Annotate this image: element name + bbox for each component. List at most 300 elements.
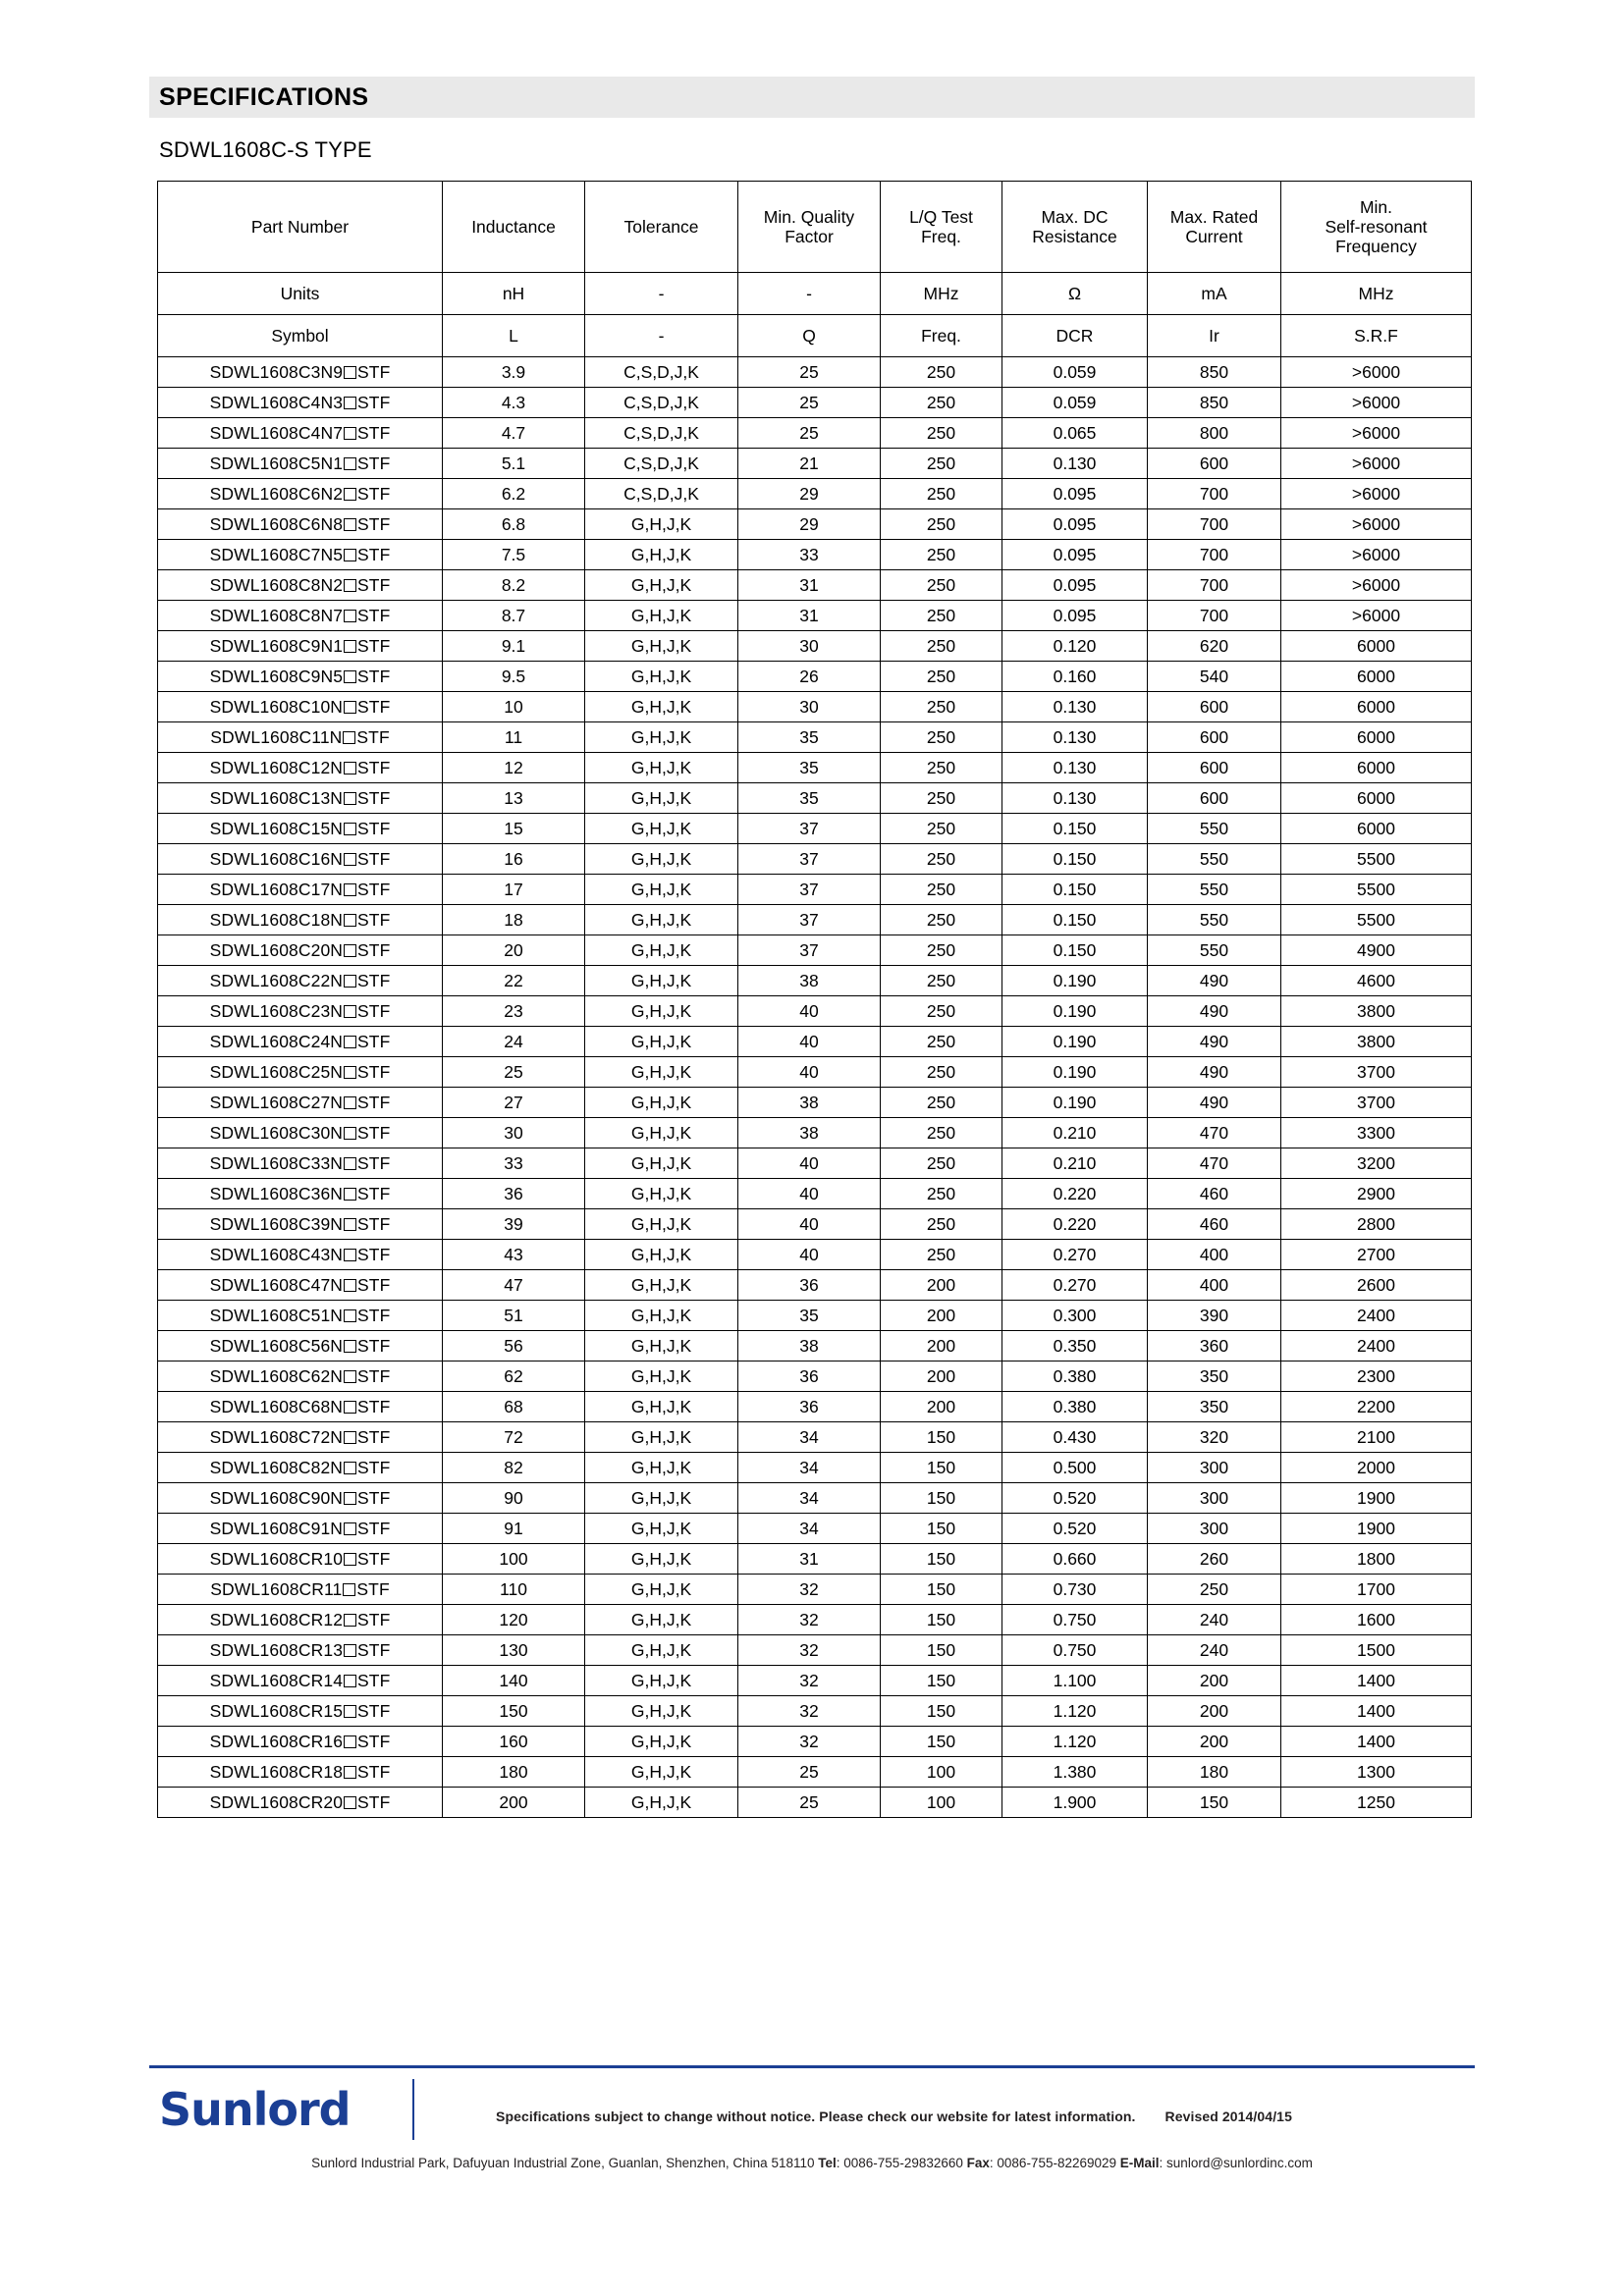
cell-min-quality-factor: 38: [738, 1118, 881, 1148]
cell-part-number: [158, 1301, 443, 1331]
cell-max-dc-resistance: 0.095: [1002, 479, 1148, 509]
cell-max-rated-current: 320: [1148, 1422, 1281, 1453]
cell-tolerance: G,H,J,K: [585, 1575, 738, 1605]
cell-part-number: [158, 753, 443, 783]
symbol-dcr: DCR: [1002, 315, 1148, 357]
part-number-suffix: STF: [357, 1731, 391, 1751]
cell-part-number: [158, 1757, 443, 1788]
part-number-prefix: SDWL1608CR10: [209, 1548, 344, 1569]
cell-min-self-resonant-frequency: 1800: [1281, 1544, 1472, 1575]
cell-max-rated-current: 700: [1148, 570, 1281, 601]
part-number-prefix: SDWL1608C13N: [209, 787, 344, 808]
cell-part-number: [158, 1148, 443, 1179]
cell-lq-test-freq: 250: [881, 449, 1002, 479]
table-row: [158, 388, 1472, 418]
cell-max-dc-resistance: 0.065: [1002, 418, 1148, 449]
cell-min-quality-factor: 40: [738, 1240, 881, 1270]
cell-inductance: 4.3: [443, 388, 585, 418]
cell-inductance: 200: [443, 1788, 585, 1818]
lq-line1: L/Q Test: [909, 206, 973, 227]
cell-tolerance: G,H,J,K: [585, 1331, 738, 1362]
cell-min-self-resonant-frequency: >6000: [1281, 509, 1472, 540]
cell-part-number: [158, 1635, 443, 1666]
table-row: [158, 601, 1472, 631]
part-number-prefix: SDWL1608C4N3: [209, 392, 344, 412]
part-number-prefix: SDWL1608C33N: [209, 1152, 344, 1173]
page-title: SPECIFICATIONS: [159, 82, 369, 111]
table-row: [158, 1483, 1472, 1514]
part-number-prefix: SDWL1608C11N: [210, 726, 343, 747]
cell-part-number: [158, 1788, 443, 1818]
cell-min-quality-factor: 25: [738, 388, 881, 418]
cell-inductance: 56: [443, 1331, 585, 1362]
cell-tolerance: G,H,J,K: [585, 1301, 738, 1331]
cell-tolerance: C,S,D,J,K: [585, 479, 738, 509]
cell-part-number: [158, 357, 443, 388]
cell-max-dc-resistance: 0.150: [1002, 814, 1148, 844]
part-number-suffix: STF: [357, 818, 391, 838]
cell-part-number: [158, 966, 443, 996]
units-label: Units: [158, 273, 443, 315]
cell-min-self-resonant-frequency: 5500: [1281, 875, 1472, 905]
cell-part-number: [158, 479, 443, 509]
cell-max-dc-resistance: 0.750: [1002, 1635, 1148, 1666]
cell-min-self-resonant-frequency: >6000: [1281, 357, 1472, 388]
tolerance-placeholder-icon: [344, 1492, 356, 1505]
cell-min-quality-factor: 32: [738, 1727, 881, 1757]
part-number-prefix: SDWL1608CR13: [209, 1639, 344, 1660]
cell-inductance: 11: [443, 722, 585, 753]
tolerance-placeholder-icon: [344, 1157, 356, 1170]
cell-min-self-resonant-frequency: 2200: [1281, 1392, 1472, 1422]
part-number-suffix: STF: [357, 635, 391, 656]
cell-max-rated-current: 850: [1148, 357, 1281, 388]
cell-inductance: 51: [443, 1301, 585, 1331]
part-number-suffix: STF: [357, 787, 391, 808]
cell-inductance: 33: [443, 1148, 585, 1179]
table-row: [158, 1544, 1472, 1575]
cell-max-dc-resistance: 1.100: [1002, 1666, 1148, 1696]
cell-max-dc-resistance: 0.190: [1002, 1088, 1148, 1118]
table-row: [158, 1514, 1472, 1544]
table-row: [158, 1696, 1472, 1727]
tolerance-placeholder-icon: [344, 427, 356, 440]
cell-min-self-resonant-frequency: >6000: [1281, 449, 1472, 479]
table-row: [158, 357, 1472, 388]
cell-inductance: 20: [443, 935, 585, 966]
part-number-prefix: SDWL1608C51N: [209, 1305, 344, 1325]
cell-max-rated-current: 600: [1148, 722, 1281, 753]
cell-inductance: 3.9: [443, 357, 585, 388]
cell-max-rated-current: 490: [1148, 996, 1281, 1027]
cell-part-number: [158, 783, 443, 814]
cell-inductance: 16: [443, 844, 585, 875]
cell-max-dc-resistance: 0.430: [1002, 1422, 1148, 1453]
cell-part-number: [158, 662, 443, 692]
table-row: [158, 1362, 1472, 1392]
cell-max-rated-current: 490: [1148, 1057, 1281, 1088]
part-number-prefix: SDWL1608C23N: [209, 1000, 344, 1021]
footer-divider-rule: [149, 2065, 1475, 2068]
part-number-prefix: SDWL1608C22N: [209, 970, 344, 990]
cell-min-self-resonant-frequency: 1900: [1281, 1483, 1472, 1514]
cell-min-quality-factor: 38: [738, 966, 881, 996]
table-row: [158, 996, 1472, 1027]
tolerance-placeholder-icon: [344, 1370, 356, 1383]
part-number-prefix: SDWL1608C91N: [209, 1518, 344, 1538]
cell-max-rated-current: 490: [1148, 1088, 1281, 1118]
cell-max-rated-current: 200: [1148, 1727, 1281, 1757]
cell-max-rated-current: 470: [1148, 1118, 1281, 1148]
cell-min-self-resonant-frequency: 6000: [1281, 662, 1472, 692]
cell-lq-test-freq: 250: [881, 509, 1002, 540]
table-row: [158, 631, 1472, 662]
cell-lq-test-freq: 250: [881, 1027, 1002, 1057]
cell-tolerance: G,H,J,K: [585, 1514, 738, 1544]
cell-tolerance: G,H,J,K: [585, 1696, 738, 1727]
cell-min-quality-factor: 36: [738, 1392, 881, 1422]
cell-min-quality-factor: 32: [738, 1635, 881, 1666]
cell-min-quality-factor: 31: [738, 1544, 881, 1575]
cell-inductance: 130: [443, 1635, 585, 1666]
part-number-prefix: SDWL1608CR15: [209, 1700, 344, 1721]
current-line1: Max. Rated: [1169, 206, 1259, 227]
footer-tel-label: Tel: [818, 2156, 837, 2170]
cell-min-self-resonant-frequency: 2600: [1281, 1270, 1472, 1301]
cell-max-dc-resistance: 0.160: [1002, 662, 1148, 692]
cell-max-dc-resistance: 1.900: [1002, 1788, 1148, 1818]
cell-lq-test-freq: 150: [881, 1605, 1002, 1635]
cell-max-dc-resistance: 0.300: [1002, 1301, 1148, 1331]
part-number-suffix: STF: [357, 1092, 391, 1112]
cell-min-quality-factor: 25: [738, 418, 881, 449]
cell-min-self-resonant-frequency: 5500: [1281, 844, 1472, 875]
cell-max-dc-resistance: 0.270: [1002, 1270, 1148, 1301]
cell-tolerance: G,H,J,K: [585, 1727, 738, 1757]
cell-inductance: 90: [443, 1483, 585, 1514]
cell-min-quality-factor: 34: [738, 1514, 881, 1544]
cell-inductance: 13: [443, 783, 585, 814]
part-number-suffix: STF: [357, 1396, 391, 1416]
cell-lq-test-freq: 150: [881, 1483, 1002, 1514]
units-lq: MHz: [881, 273, 1002, 315]
cell-max-rated-current: 700: [1148, 509, 1281, 540]
cell-lq-test-freq: 150: [881, 1514, 1002, 1544]
part-number-suffix: STF: [357, 970, 391, 990]
cell-max-dc-resistance: 0.210: [1002, 1118, 1148, 1148]
cell-lq-test-freq: 250: [881, 570, 1002, 601]
cell-part-number: [158, 1362, 443, 1392]
cell-max-rated-current: 700: [1148, 540, 1281, 570]
part-number-suffix: STF: [357, 1457, 391, 1477]
tolerance-placeholder-icon: [344, 1188, 356, 1201]
cell-part-number: [158, 1575, 443, 1605]
cell-max-dc-resistance: 0.520: [1002, 1483, 1148, 1514]
cell-max-rated-current: 550: [1148, 875, 1281, 905]
tolerance-placeholder-icon: [344, 518, 356, 531]
cell-inductance: 8.2: [443, 570, 585, 601]
cell-inductance: 68: [443, 1392, 585, 1422]
cell-min-self-resonant-frequency: 2700: [1281, 1240, 1472, 1270]
cell-inductance: 36: [443, 1179, 585, 1209]
cell-lq-test-freq: 200: [881, 1270, 1002, 1301]
cell-inductance: 47: [443, 1270, 585, 1301]
part-number-suffix: STF: [357, 1426, 391, 1447]
part-number-suffix: STF: [357, 1518, 391, 1538]
part-number-suffix: STF: [357, 1639, 391, 1660]
cell-inductance: 9.5: [443, 662, 585, 692]
cell-tolerance: G,H,J,K: [585, 1422, 738, 1453]
part-number-suffix: STF: [357, 1152, 391, 1173]
table-row: [158, 1270, 1472, 1301]
tolerance-placeholder-icon: [344, 1766, 356, 1779]
part-number-suffix: STF: [357, 1244, 391, 1264]
table-row: [158, 692, 1472, 722]
cell-min-self-resonant-frequency: 6000: [1281, 753, 1472, 783]
srf-line3: Frequency: [1335, 237, 1417, 257]
symbol-inductance: L: [443, 315, 585, 357]
cell-min-self-resonant-frequency: >6000: [1281, 479, 1472, 509]
column-header-max-dc-resistance: [1002, 182, 1148, 273]
part-number-prefix: SDWL1608C24N: [209, 1031, 344, 1051]
cell-lq-test-freq: 150: [881, 1422, 1002, 1453]
part-number-suffix: STF: [357, 392, 391, 412]
cell-tolerance: C,S,D,J,K: [585, 357, 738, 388]
cell-tolerance: G,H,J,K: [585, 1757, 738, 1788]
part-number-prefix: SDWL1608C5N1: [209, 453, 344, 473]
cell-max-dc-resistance: 0.150: [1002, 905, 1148, 935]
cell-part-number: [158, 570, 443, 601]
cell-lq-test-freq: 250: [881, 1057, 1002, 1088]
cell-inductance: 82: [443, 1453, 585, 1483]
cell-max-dc-resistance: 0.190: [1002, 1057, 1148, 1088]
cell-part-number: [158, 1027, 443, 1057]
cell-inductance: 8.7: [443, 601, 585, 631]
cell-max-dc-resistance: 0.150: [1002, 844, 1148, 875]
table-body: [158, 357, 1472, 1818]
cell-lq-test-freq: 250: [881, 357, 1002, 388]
cell-lq-test-freq: 250: [881, 935, 1002, 966]
column-header-tolerance: Tolerance: [585, 182, 738, 273]
cell-inductance: 9.1: [443, 631, 585, 662]
cell-min-self-resonant-frequency: 3800: [1281, 996, 1472, 1027]
cell-part-number: [158, 449, 443, 479]
cell-tolerance: G,H,J,K: [585, 601, 738, 631]
cell-min-quality-factor: 37: [738, 814, 881, 844]
dcr-line1: Max. DC: [1041, 206, 1109, 227]
footer-address: [149, 2156, 1475, 2170]
tolerance-placeholder-icon: [344, 823, 356, 835]
table-row: [158, 1057, 1472, 1088]
cell-tolerance: G,H,J,K: [585, 1027, 738, 1057]
cell-lq-test-freq: 200: [881, 1362, 1002, 1392]
part-number-suffix: STF: [357, 361, 391, 382]
footer-email-label: E-Mail: [1119, 2156, 1160, 2170]
cell-max-rated-current: 350: [1148, 1392, 1281, 1422]
part-number-prefix: SDWL1608C43N: [209, 1244, 344, 1264]
cell-max-dc-resistance: 0.150: [1002, 935, 1148, 966]
cell-max-rated-current: 600: [1148, 449, 1281, 479]
cell-part-number: [158, 875, 443, 905]
tolerance-placeholder-icon: [344, 457, 356, 470]
part-number-prefix: SDWL1608C17N: [209, 879, 344, 899]
cell-tolerance: G,H,J,K: [585, 783, 738, 814]
cell-lq-test-freq: 250: [881, 722, 1002, 753]
tolerance-placeholder-icon: [344, 1066, 356, 1079]
cell-lq-test-freq: 250: [881, 388, 1002, 418]
cell-max-rated-current: 300: [1148, 1514, 1281, 1544]
cell-max-dc-resistance: 0.750: [1002, 1605, 1148, 1635]
cell-min-quality-factor: 37: [738, 935, 881, 966]
cell-max-rated-current: 150: [1148, 1788, 1281, 1818]
cell-tolerance: G,H,J,K: [585, 1635, 738, 1666]
cell-min-quality-factor: 35: [738, 783, 881, 814]
cell-max-rated-current: 550: [1148, 844, 1281, 875]
cell-max-dc-resistance: 0.095: [1002, 570, 1148, 601]
cell-tolerance: G,H,J,K: [585, 844, 738, 875]
table-row: [158, 1118, 1472, 1148]
cell-tolerance: G,H,J,K: [585, 1788, 738, 1818]
srf-line2: Self-resonant: [1325, 216, 1428, 237]
cell-min-quality-factor: 40: [738, 996, 881, 1027]
cell-min-quality-factor: 36: [738, 1362, 881, 1392]
cell-lq-test-freq: 250: [881, 753, 1002, 783]
cell-lq-test-freq: 150: [881, 1696, 1002, 1727]
part-number-prefix: SDWL1608C39N: [209, 1213, 344, 1234]
footer-fax-value: : 0086-755-82269029: [989, 2156, 1120, 2170]
part-number-prefix: SDWL1608C12N: [209, 757, 344, 777]
cell-min-self-resonant-frequency: 6000: [1281, 722, 1472, 753]
cell-tolerance: G,H,J,K: [585, 875, 738, 905]
lq-line2: Freq.: [921, 227, 961, 246]
cell-max-dc-resistance: 0.130: [1002, 449, 1148, 479]
tolerance-placeholder-icon: [343, 1583, 355, 1596]
part-number-prefix: SDWL1608CR18: [209, 1761, 344, 1782]
cell-min-quality-factor: 32: [738, 1666, 881, 1696]
tolerance-placeholder-icon: [344, 1340, 356, 1353]
cell-tolerance: G,H,J,K: [585, 1483, 738, 1514]
table-row: [158, 1148, 1472, 1179]
units-current: mA: [1148, 273, 1281, 315]
cell-lq-test-freq: 250: [881, 996, 1002, 1027]
table-row: [158, 1422, 1472, 1453]
cell-tolerance: G,H,J,K: [585, 1392, 738, 1422]
cell-max-rated-current: 400: [1148, 1270, 1281, 1301]
symbol-tolerance: -: [585, 315, 738, 357]
part-number-suffix: STF: [357, 1365, 391, 1386]
part-number-prefix: SDWL1608C82N: [209, 1457, 344, 1477]
table-row: [158, 479, 1472, 509]
units-srf: MHz: [1281, 273, 1472, 315]
cell-inductance: 25: [443, 1057, 585, 1088]
cell-max-dc-resistance: 0.520: [1002, 1514, 1148, 1544]
part-number-suffix: STF: [357, 574, 391, 595]
cell-min-quality-factor: 30: [738, 692, 881, 722]
cell-tolerance: G,H,J,K: [585, 1057, 738, 1088]
column-header-min-self-resonant-frequency: [1281, 182, 1472, 273]
tolerance-placeholder-icon: [344, 366, 356, 379]
tolerance-placeholder-icon: [344, 670, 356, 683]
cell-lq-test-freq: 250: [881, 1179, 1002, 1209]
cell-min-self-resonant-frequency: 3300: [1281, 1118, 1472, 1148]
tolerance-placeholder-icon: [344, 1614, 356, 1627]
table-row: [158, 875, 1472, 905]
part-number-suffix: STF: [357, 513, 391, 534]
tolerance-placeholder-icon: [344, 1218, 356, 1231]
part-number-prefix: SDWL1608CR11: [210, 1578, 343, 1599]
cell-min-self-resonant-frequency: 4900: [1281, 935, 1472, 966]
part-number-suffix: STF: [357, 666, 391, 686]
current-line2: Current: [1185, 227, 1243, 246]
cell-min-quality-factor: 32: [738, 1575, 881, 1605]
part-number-suffix: STF: [357, 1274, 391, 1295]
cell-part-number: [158, 1544, 443, 1575]
cell-inductance: 6.2: [443, 479, 585, 509]
cell-tolerance: G,H,J,K: [585, 540, 738, 570]
cell-max-rated-current: 700: [1148, 601, 1281, 631]
cell-max-dc-resistance: 0.059: [1002, 388, 1148, 418]
cell-max-dc-resistance: 0.130: [1002, 753, 1148, 783]
cell-tolerance: G,H,J,K: [585, 1666, 738, 1696]
cell-part-number: [158, 1118, 443, 1148]
cell-lq-test-freq: 250: [881, 662, 1002, 692]
cell-tolerance: G,H,J,K: [585, 996, 738, 1027]
symbol-label: Symbol: [158, 315, 443, 357]
table-row: [158, 1240, 1472, 1270]
table-row: [158, 418, 1472, 449]
part-number-prefix: SDWL1608CR20: [209, 1791, 344, 1812]
tolerance-placeholder-icon: [344, 488, 356, 501]
symbol-srf: S.R.F: [1281, 315, 1472, 357]
cell-tolerance: C,S,D,J,K: [585, 449, 738, 479]
cell-min-self-resonant-frequency: 2400: [1281, 1331, 1472, 1362]
cell-max-rated-current: 460: [1148, 1209, 1281, 1240]
units-quality: -: [738, 273, 881, 315]
cell-tolerance: G,H,J,K: [585, 570, 738, 601]
cell-tolerance: G,H,J,K: [585, 1118, 738, 1148]
cell-inductance: 24: [443, 1027, 585, 1057]
cell-tolerance: G,H,J,K: [585, 692, 738, 722]
cell-min-self-resonant-frequency: >6000: [1281, 388, 1472, 418]
cell-tolerance: G,H,J,K: [585, 722, 738, 753]
cell-inductance: 23: [443, 996, 585, 1027]
part-number-suffix: STF: [356, 726, 390, 747]
cell-max-dc-resistance: 0.150: [1002, 875, 1148, 905]
table-row: [158, 570, 1472, 601]
cell-tolerance: G,H,J,K: [585, 966, 738, 996]
cell-max-dc-resistance: 1.120: [1002, 1696, 1148, 1727]
table-row: [158, 662, 1472, 692]
cell-min-self-resonant-frequency: 1600: [1281, 1605, 1472, 1635]
cell-max-rated-current: 250: [1148, 1575, 1281, 1605]
cell-max-dc-resistance: 0.380: [1002, 1362, 1148, 1392]
part-number-prefix: SDWL1608C20N: [209, 939, 344, 960]
tolerance-placeholder-icon: [344, 1705, 356, 1718]
cell-min-quality-factor: 32: [738, 1605, 881, 1635]
table-symbol-row: [158, 315, 1472, 357]
tolerance-placeholder-icon: [344, 1309, 356, 1322]
table-row: [158, 783, 1472, 814]
cell-part-number: [158, 631, 443, 662]
cell-tolerance: G,H,J,K: [585, 1148, 738, 1179]
cell-max-dc-resistance: 0.095: [1002, 509, 1148, 540]
cell-part-number: [158, 1209, 443, 1240]
table-row: [158, 1575, 1472, 1605]
cell-min-quality-factor: 37: [738, 905, 881, 935]
cell-part-number: [158, 1666, 443, 1696]
part-number-prefix: SDWL1608C47N: [209, 1274, 344, 1295]
part-number-prefix: SDWL1608C27N: [209, 1092, 344, 1112]
